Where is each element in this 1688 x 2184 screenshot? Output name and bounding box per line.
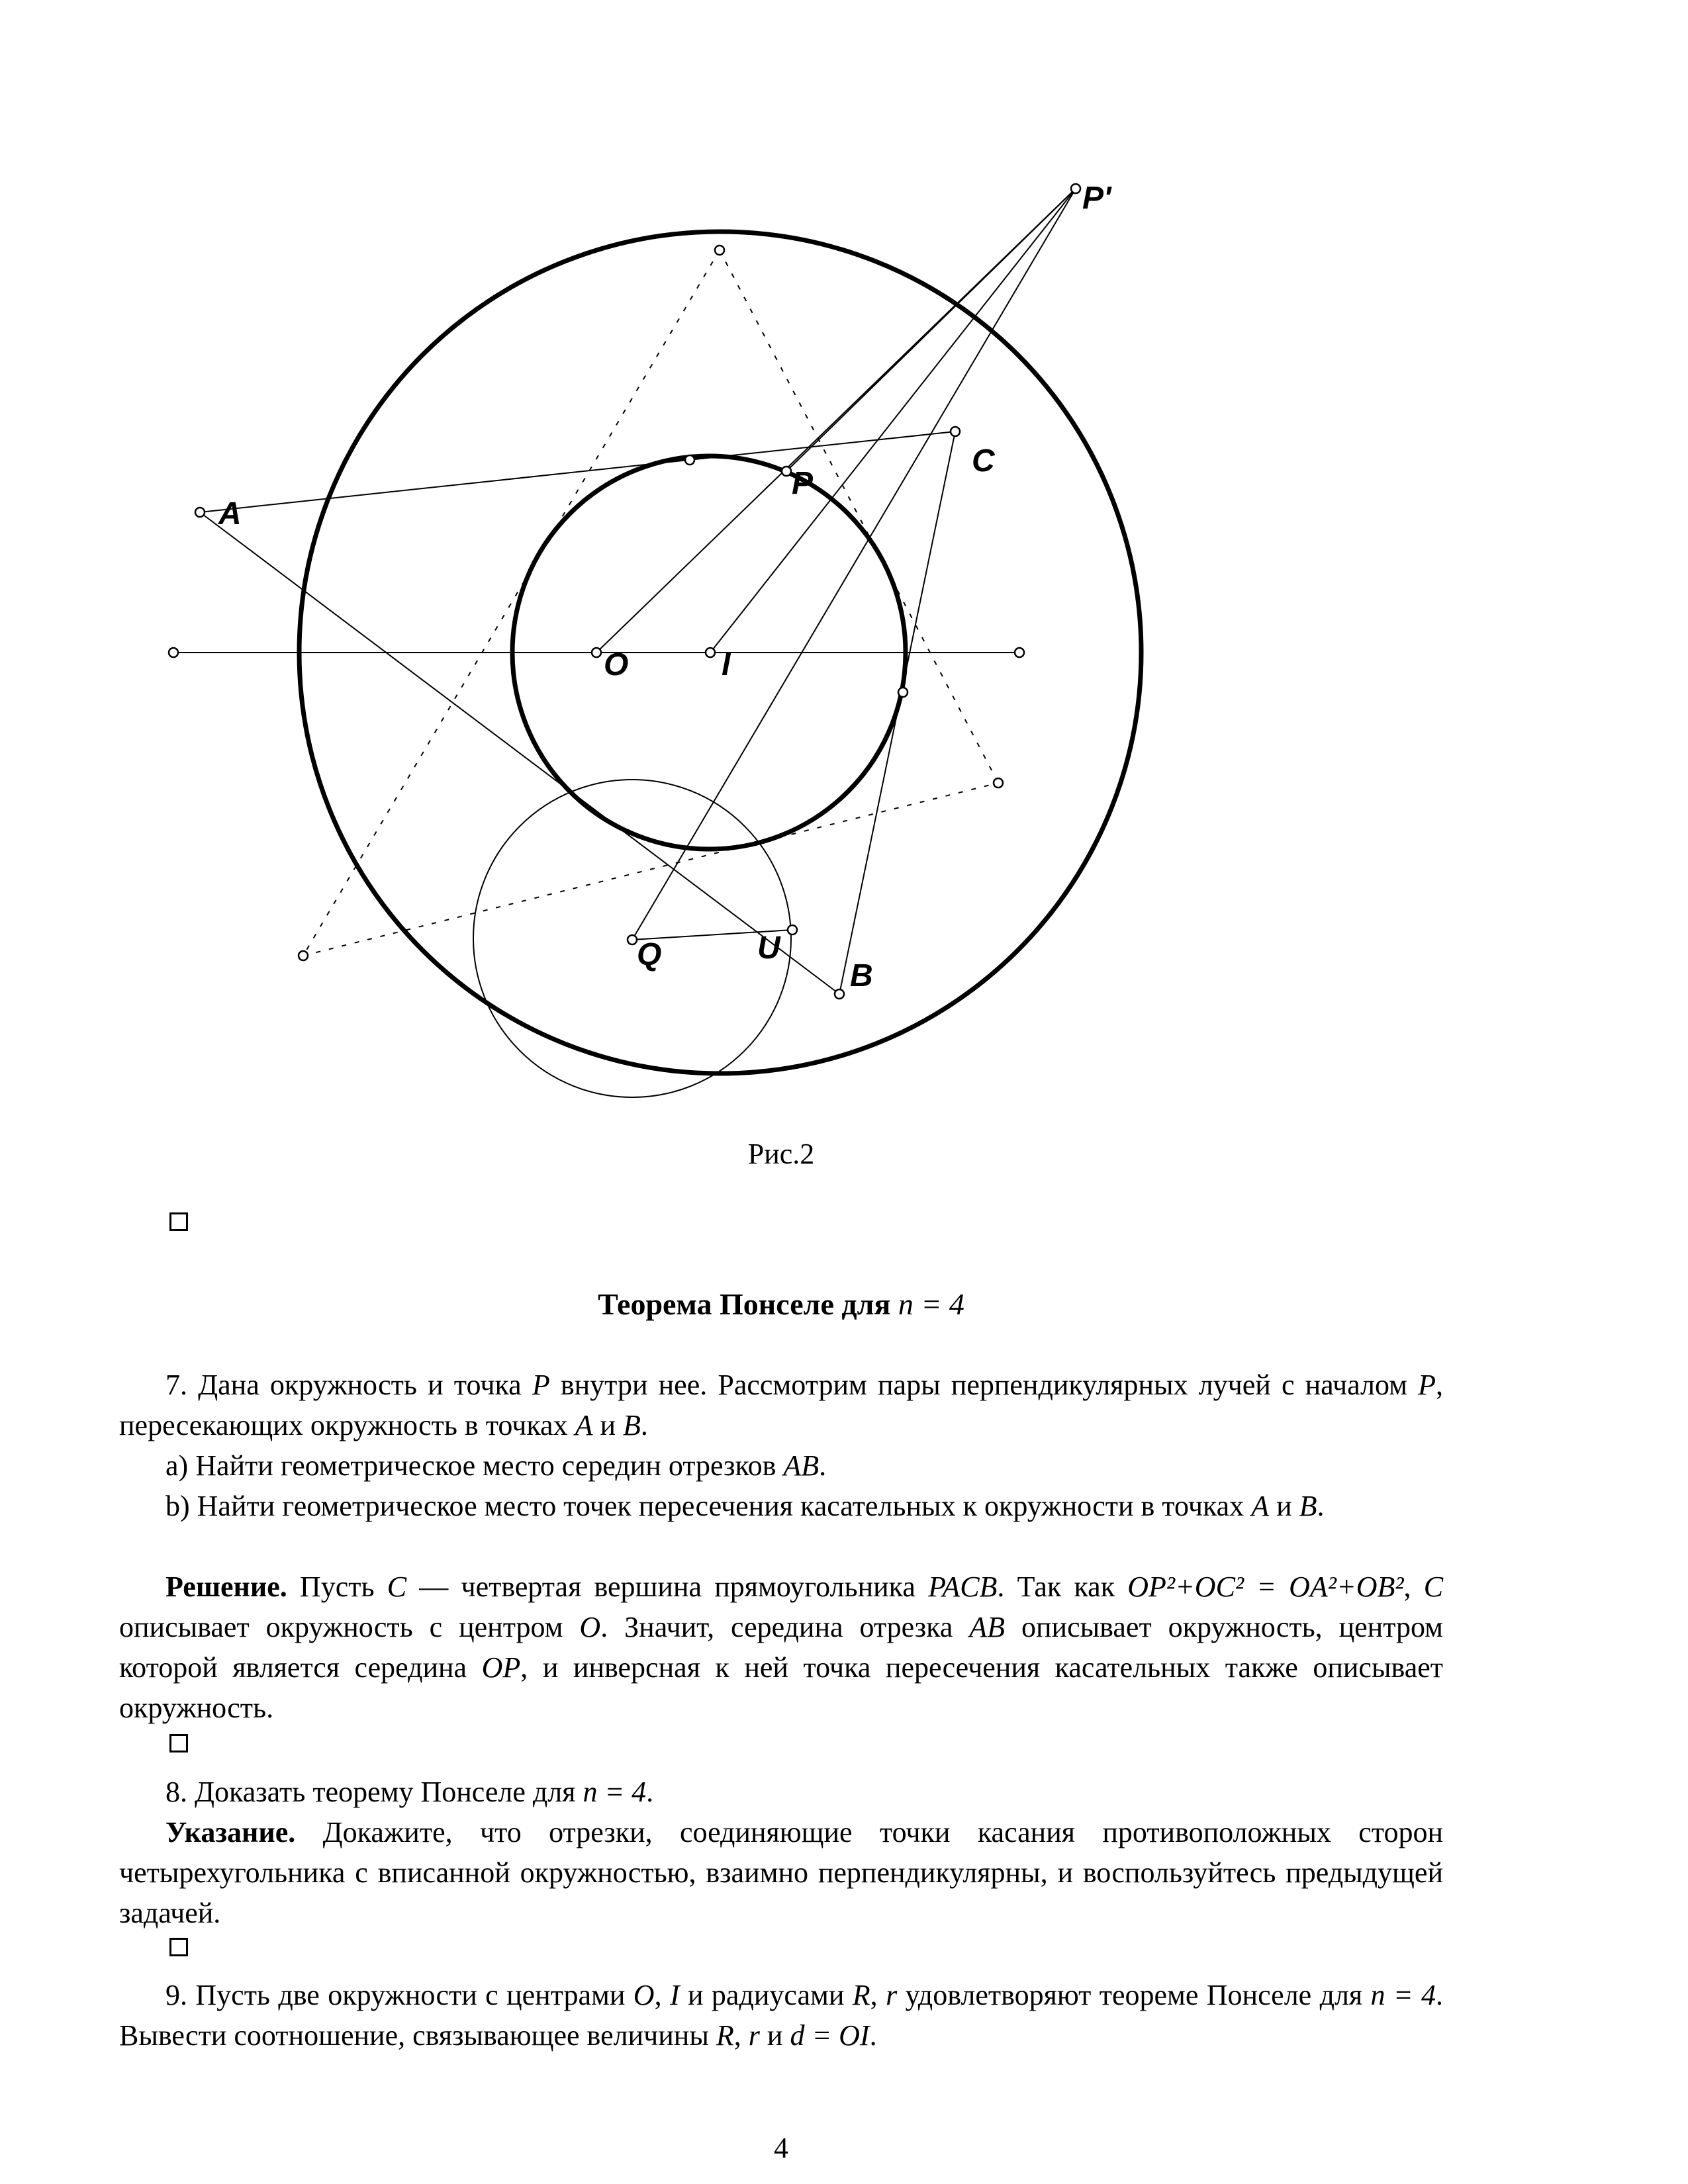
part-text: и bbox=[1276, 1490, 1292, 1522]
math-var: B bbox=[1299, 1490, 1317, 1522]
math-expression: n = 4 bbox=[583, 1776, 647, 1808]
label-i: I bbox=[722, 647, 731, 682]
problem-8 bbox=[119, 1772, 1443, 1812]
math-var: B bbox=[623, 1409, 641, 1441]
math-var: O bbox=[579, 1611, 601, 1643]
solution-text: , bbox=[1403, 1570, 1411, 1603]
problem-text: , bbox=[733, 2019, 741, 2052]
solution-text: , и инверсная к ней точка пересечения касательных также описывает окружность. bbox=[119, 1651, 1443, 1724]
problem-text: Дана окружность и точка bbox=[198, 1369, 522, 1401]
problem-7-part-b: b) Найти геометрическое место точек пересечения касательных к окружности в точках A и B. bbox=[165, 1490, 1325, 1522]
math-var: PACB bbox=[928, 1570, 998, 1603]
problem-text: . Вывести соотношение, связывающее величины bbox=[119, 1979, 1444, 2052]
problem-text: удовлетворяют теореме Понселе для bbox=[905, 1979, 1363, 2011]
problem-9 bbox=[119, 1975, 1443, 2056]
problem-text: Пусть две окружности с центрами bbox=[195, 1979, 626, 2011]
problem-7-part-a: a) Найти геометрическое место середин отрезков AB. bbox=[165, 1449, 827, 1482]
math-var: A bbox=[575, 1409, 593, 1441]
solution-text: описывает окружность с центром bbox=[119, 1611, 563, 1643]
title-math: n = 4 bbox=[898, 1287, 964, 1321]
hint-8 bbox=[119, 1812, 1443, 1933]
solution-text: — четвертая вершина прямоугольника bbox=[419, 1570, 915, 1603]
hint-label: Указание. bbox=[165, 1816, 296, 1848]
math-equation: OP²+OC² = OA²+OB² bbox=[1127, 1570, 1404, 1603]
math-var: C bbox=[1423, 1570, 1444, 1603]
label-p-prime: P' bbox=[1082, 181, 1111, 216]
solution-text: . Значит, середина отрезка bbox=[600, 1611, 953, 1643]
math-expression: d = OI bbox=[790, 2019, 870, 2052]
page-number: 4 bbox=[774, 2132, 788, 2164]
section-title bbox=[0, 1287, 1562, 1322]
problem-7 bbox=[119, 1365, 1443, 1445]
qed-box bbox=[169, 1734, 188, 1752]
part-label: b) bbox=[165, 1490, 190, 1522]
label-a: A bbox=[218, 496, 242, 531]
math-var: OP bbox=[481, 1651, 521, 1684]
problem-text: . bbox=[869, 2019, 877, 2052]
problem-text: внутри нее. Рассмотрим пары перпендикулярных лучей с началом bbox=[560, 1369, 1407, 1401]
math-var: r bbox=[748, 2019, 760, 2052]
math-var: O bbox=[633, 1979, 655, 2011]
problem-text: и радиусами bbox=[688, 1979, 845, 2011]
math-expression: n = 4 bbox=[1370, 1979, 1436, 2011]
hint-text: Докажите, что отрезки, соединяющие точки касания противоположных сторон четырехугольника с вписанной окружностью, взаимно перпендикулярны, и воспользуйтесь предыдущей задачей. bbox=[119, 1816, 1443, 1929]
qed-box bbox=[169, 1938, 188, 1956]
label-u: U bbox=[757, 931, 780, 966]
figure-caption: Рис.2 bbox=[747, 1138, 815, 1170]
qed-box bbox=[169, 1212, 188, 1231]
math-var: A bbox=[1251, 1490, 1270, 1522]
title-text: Теорема Понселе для bbox=[598, 1287, 891, 1321]
problem-text: и bbox=[767, 2019, 783, 2052]
problem-text: , bbox=[870, 1979, 878, 2011]
label-c: C bbox=[972, 443, 995, 478]
solution-text: . Так как bbox=[997, 1570, 1115, 1603]
problem-number: 9. bbox=[165, 1979, 187, 2011]
problem-text: , bbox=[654, 1979, 662, 2011]
problem-number: 7. bbox=[165, 1369, 187, 1401]
dotted-lines bbox=[303, 250, 998, 956]
problem-text: , пересекающих окружность в точках bbox=[119, 1369, 1443, 1441]
solid-lines bbox=[200, 189, 1076, 994]
part-text: Найти геометрическое место точек пересечения касательных к окружности в точках bbox=[197, 1490, 1244, 1522]
math-var: r bbox=[886, 1979, 898, 2011]
part-text: Найти геометрическое место середин отрезков bbox=[195, 1449, 776, 1482]
label-b: B bbox=[850, 958, 873, 993]
math-var: AB bbox=[783, 1449, 820, 1482]
solution-7 bbox=[119, 1567, 1443, 1728]
part-label: a) bbox=[165, 1449, 189, 1482]
solution-text: описывает окружность, центром которой является середина bbox=[119, 1611, 1444, 1684]
problem-text: . bbox=[640, 1409, 648, 1441]
solution-label: Решение. bbox=[165, 1570, 287, 1603]
solution-text: Пусть bbox=[299, 1570, 375, 1603]
problem-text: Доказать теорему Понселе для bbox=[195, 1776, 576, 1808]
label-q: Q bbox=[637, 937, 662, 972]
math-var: AB bbox=[969, 1611, 1006, 1643]
math-var: P bbox=[1418, 1369, 1436, 1401]
math-var: R bbox=[716, 2019, 734, 2052]
math-var: R bbox=[852, 1979, 870, 2011]
problem-text: и bbox=[600, 1409, 616, 1441]
label-p: P bbox=[792, 466, 814, 501]
problem-text: . bbox=[646, 1776, 654, 1808]
math-var: P bbox=[532, 1369, 550, 1401]
label-o: O bbox=[604, 647, 629, 682]
math-var: C bbox=[387, 1570, 407, 1603]
math-var: I bbox=[669, 1979, 680, 2011]
problem-number: 8. bbox=[165, 1776, 187, 1808]
